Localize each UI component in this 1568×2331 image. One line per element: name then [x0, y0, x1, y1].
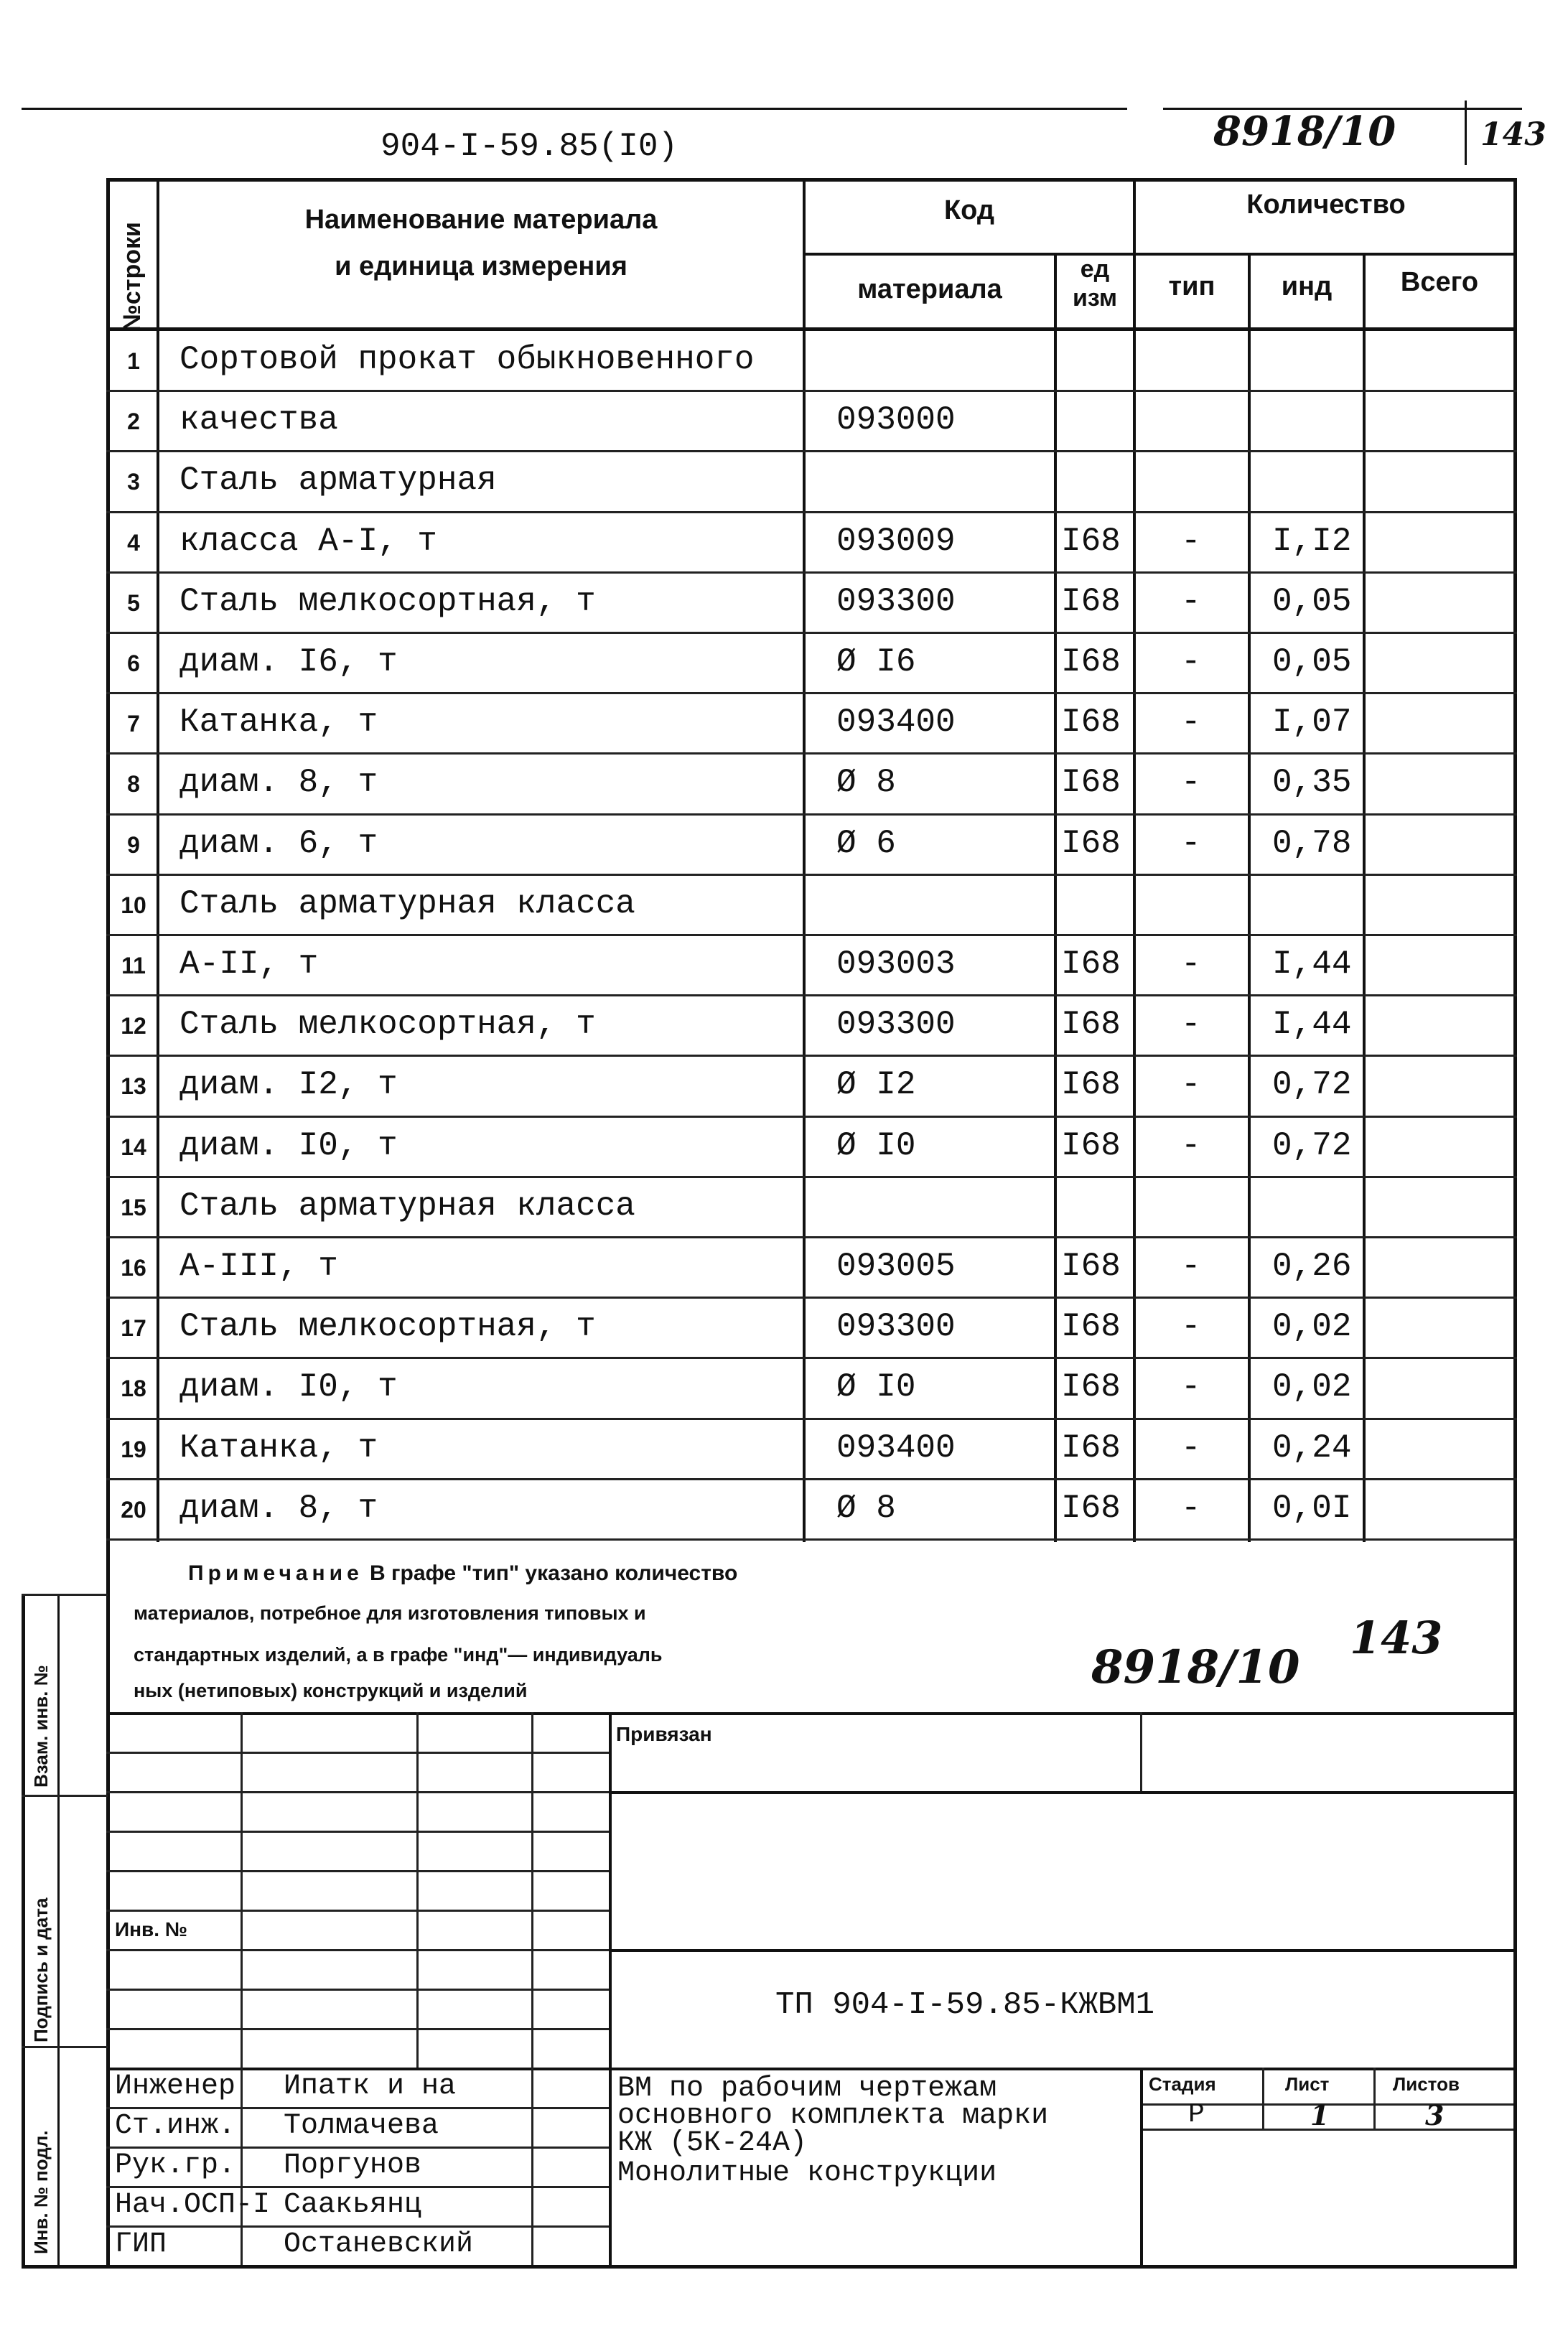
material-name: Катанка, т: [179, 1429, 378, 1467]
note-line3: стандартных изделий, а в графе "инд"— индивидуаль: [134, 1644, 663, 1666]
material-code: Ø I2: [836, 1066, 916, 1104]
qty-type: -: [1181, 945, 1201, 983]
unit-code: I68: [1061, 704, 1121, 742]
qty-type: -: [1181, 1066, 1201, 1104]
sheets-value: 3: [1425, 2099, 1445, 2131]
col-unit-header-line2: изм: [1072, 284, 1118, 312]
title-line3: КЖ (5К-24А): [617, 2127, 808, 2159]
qty-ind: 0,35: [1272, 764, 1352, 802]
material-code: 093400: [836, 704, 956, 742]
col-qty-total-header: Всего: [1400, 267, 1479, 297]
signatory-name: Ипатк и на: [284, 2070, 457, 2103]
inventory-number: 8918/10: [1213, 108, 1396, 155]
qty-ind: 0,02: [1272, 1308, 1352, 1346]
material-name: А-II, т: [179, 945, 319, 983]
material-code: 093003: [836, 945, 956, 983]
row-number: 6: [127, 650, 140, 676]
unit-code: I68: [1061, 1006, 1121, 1044]
row-number: 18: [121, 1375, 146, 1402]
material-name: А-III, т: [179, 1248, 338, 1285]
page-number-divider: [1465, 101, 1467, 165]
side-label-inv-original: Инв. № подл.: [30, 2130, 52, 2254]
row-divider: [106, 692, 1517, 694]
unit-code: I68: [1061, 582, 1121, 620]
unit-code: I68: [1061, 945, 1121, 983]
material-code: 093300: [836, 1308, 956, 1346]
row-divider: [106, 934, 1517, 936]
side-label-signature-date: Подпись и дата: [30, 1897, 52, 2042]
signatory-role: Инженер: [115, 2070, 236, 2103]
col-qty-ind-header: инд: [1281, 271, 1333, 302]
unit-code: I68: [1061, 1368, 1121, 1406]
material-code: Ø I0: [836, 1368, 916, 1406]
signatory-role: Ст.инж.: [115, 2110, 236, 2142]
col-qty-header: Количество: [1246, 190, 1406, 220]
doc-designation: ТП 904-I-59.85-КЖВМ1: [775, 1987, 1155, 2023]
qty-type: -: [1181, 764, 1201, 802]
unit-code: I68: [1061, 824, 1121, 862]
material-code: Ø I0: [836, 1126, 916, 1164]
material-name: класса А-I, т: [179, 522, 437, 560]
unit-code: I68: [1061, 764, 1121, 802]
material-code: 093005: [836, 1248, 956, 1285]
row-divider: [106, 632, 1517, 634]
col-qty-type-header: тип: [1168, 271, 1215, 302]
note-line4: ных (нетиповых) конструкций и изделий: [134, 1680, 528, 1701]
material-code: 093300: [836, 582, 956, 620]
material-code: Ø I6: [836, 643, 916, 681]
signatory-role: Рук.гр.: [115, 2149, 236, 2182]
material-name: диам. I2, т: [179, 1066, 398, 1104]
row-divider: [106, 1418, 1517, 1420]
material-name: диам. I0, т: [179, 1126, 398, 1164]
row-number: 7: [127, 711, 140, 737]
material-name: Сталь мелкосортная, т: [179, 1308, 596, 1346]
row-divider: [106, 390, 1517, 392]
row-number: 14: [121, 1134, 146, 1160]
row-number: 16: [121, 1255, 146, 1281]
row-divider: [106, 1538, 1517, 1541]
col-name-header-line2: и единица измерения: [335, 251, 627, 281]
qty-ind: 0,05: [1272, 643, 1352, 681]
unit-code: I68: [1061, 1489, 1121, 1527]
row-number: 20: [121, 1496, 146, 1523]
qty-ind: 0,05: [1272, 582, 1352, 620]
row-divider: [106, 1055, 1517, 1057]
page-number: 143: [1480, 116, 1546, 153]
row-number: 1: [127, 348, 140, 374]
row-number: 2: [127, 408, 140, 435]
title-line4: Монолитные конструкции: [617, 2157, 997, 2190]
note-line2: материалов, потребное для изготовления типовых и: [134, 1602, 646, 1624]
qty-ind: I,44: [1272, 945, 1352, 983]
qty-type: -: [1181, 582, 1201, 620]
note-title-text: Примечание: [188, 1561, 363, 1585]
qty-type: -: [1181, 643, 1201, 681]
row-divider: [106, 1176, 1517, 1178]
qty-type: -: [1181, 1429, 1201, 1467]
material-name: диам. I6, т: [179, 643, 398, 681]
material-code: 093300: [836, 1006, 956, 1044]
title-line1: ВМ по рабочим чертежам: [617, 2073, 997, 2105]
sheet-label: Лист: [1285, 2073, 1330, 2095]
material-name: Сортовой прокат обыкновенного: [179, 341, 755, 378]
col-code-header: Код: [943, 195, 995, 225]
unit-code: I68: [1061, 1248, 1121, 1285]
row-divider: [106, 450, 1517, 452]
material-name: диам. 8, т: [179, 764, 378, 802]
qty-ind: I,44: [1272, 1006, 1352, 1044]
stamp-inventory-number: 8918/10: [1091, 1640, 1300, 1694]
signatory-role: Нач.ОСП-I: [115, 2189, 271, 2221]
material-name: Сталь мелкосортная, т: [179, 582, 596, 620]
unit-code: I68: [1061, 1308, 1121, 1346]
qty-ind: I,07: [1272, 704, 1352, 742]
qty-type: -: [1181, 704, 1201, 742]
qty-ind: 0,02: [1272, 1368, 1352, 1406]
top-rule: [22, 108, 1127, 110]
qty-type: -: [1181, 1248, 1201, 1285]
row-divider: [106, 994, 1517, 996]
material-name: качества: [179, 401, 338, 439]
qty-type: -: [1181, 1006, 1201, 1044]
unit-code: I68: [1061, 1429, 1121, 1467]
row-divider: [106, 1297, 1517, 1299]
row-number: 11: [121, 953, 146, 978]
row-number: 9: [127, 831, 140, 858]
material-code: Ø 6: [836, 824, 896, 862]
row-number: 10: [121, 892, 146, 918]
inv-no-label: Инв. №: [115, 1918, 188, 1940]
material-code: 093009: [836, 522, 956, 560]
stage-value: Р: [1188, 2099, 1205, 2130]
bound-label: Привязан: [616, 1723, 712, 1745]
material-name: диам. I0, т: [179, 1368, 398, 1406]
signatory-role: ГИП: [115, 2228, 167, 2261]
qty-ind: I,I2: [1272, 522, 1352, 560]
signatory-name: Толмачева: [284, 2110, 439, 2142]
qty-ind: 0,72: [1272, 1126, 1352, 1164]
unit-code: I68: [1061, 643, 1121, 681]
row-number: 12: [121, 1013, 146, 1040]
material-code: 093400: [836, 1429, 956, 1467]
material-name: Сталь мелкосортная, т: [179, 1006, 596, 1044]
material-name: Сталь арматурная класса: [179, 884, 635, 922]
stamp-page-number: 143: [1350, 1612, 1443, 1664]
row-divider: [106, 571, 1517, 574]
row-number: 13: [121, 1073, 146, 1100]
material-name: Катанка, т: [179, 704, 378, 742]
material-name: диам. 6, т: [179, 824, 378, 862]
unit-code: I68: [1061, 522, 1121, 560]
row-divider: [106, 1116, 1517, 1118]
row-number: 17: [121, 1315, 146, 1342]
row-divider: [106, 511, 1517, 513]
signatory-name: Поргунов: [284, 2149, 422, 2182]
signatory-name: Саакьянц: [284, 2189, 422, 2221]
row-divider: [106, 1236, 1517, 1238]
material-code: Ø 8: [836, 764, 896, 802]
row-number: 5: [127, 589, 140, 616]
note-line1: В графе "тип" указано количество: [370, 1561, 738, 1585]
col-unit-header-line1: ед: [1080, 256, 1110, 283]
row-divider: [106, 752, 1517, 755]
qty-type: -: [1181, 1126, 1201, 1164]
qty-ind: 0,24: [1272, 1429, 1352, 1467]
row-number: 19: [121, 1436, 146, 1462]
row-divider: [106, 1357, 1517, 1359]
qty-type: -: [1181, 1308, 1201, 1346]
stage-label: Стадия: [1149, 2073, 1216, 2095]
unit-code: I68: [1061, 1066, 1121, 1104]
qty-type: -: [1181, 522, 1201, 560]
material-code: Ø 8: [836, 1489, 896, 1527]
sheets-label: Листов: [1393, 2073, 1460, 2095]
qty-type: -: [1181, 1368, 1201, 1406]
col-name-header-line1: Наименование материала: [304, 205, 658, 235]
qty-ind: 0,78: [1272, 824, 1352, 862]
row-number: 3: [127, 469, 140, 495]
title-line2: основного комплекта марки: [617, 2100, 1049, 2132]
col-row-number-header: №строки: [118, 222, 146, 332]
material-name: диам. 8, т: [179, 1489, 378, 1527]
row-number: 4: [127, 529, 140, 556]
row-divider: [106, 1478, 1517, 1480]
qty-type: -: [1181, 1489, 1201, 1527]
qty-ind: 0,72: [1272, 1066, 1352, 1104]
row-number: 15: [121, 1194, 146, 1220]
material-name: Сталь арматурная класса: [179, 1187, 635, 1225]
row-divider: [106, 874, 1517, 876]
doc-code: 904-I-59.85(I0): [381, 128, 678, 165]
row-number: 8: [127, 771, 140, 798]
unit-code: I68: [1061, 1126, 1121, 1164]
signatory-name: Останевский: [284, 2228, 474, 2261]
note-title: [188, 1561, 363, 1586]
sheet-value: 1: [1310, 2099, 1330, 2131]
qty-ind: 0,0I: [1272, 1489, 1352, 1527]
qty-ind: 0,26: [1272, 1248, 1352, 1285]
side-label-replace-inv: Взам. инв. №: [30, 1665, 52, 1788]
material-code: 093000: [836, 401, 956, 439]
material-name: Сталь арматурная: [179, 462, 497, 500]
col-code-material-header: материала: [857, 274, 1002, 304]
row-divider: [106, 813, 1517, 816]
qty-type: -: [1181, 824, 1201, 862]
